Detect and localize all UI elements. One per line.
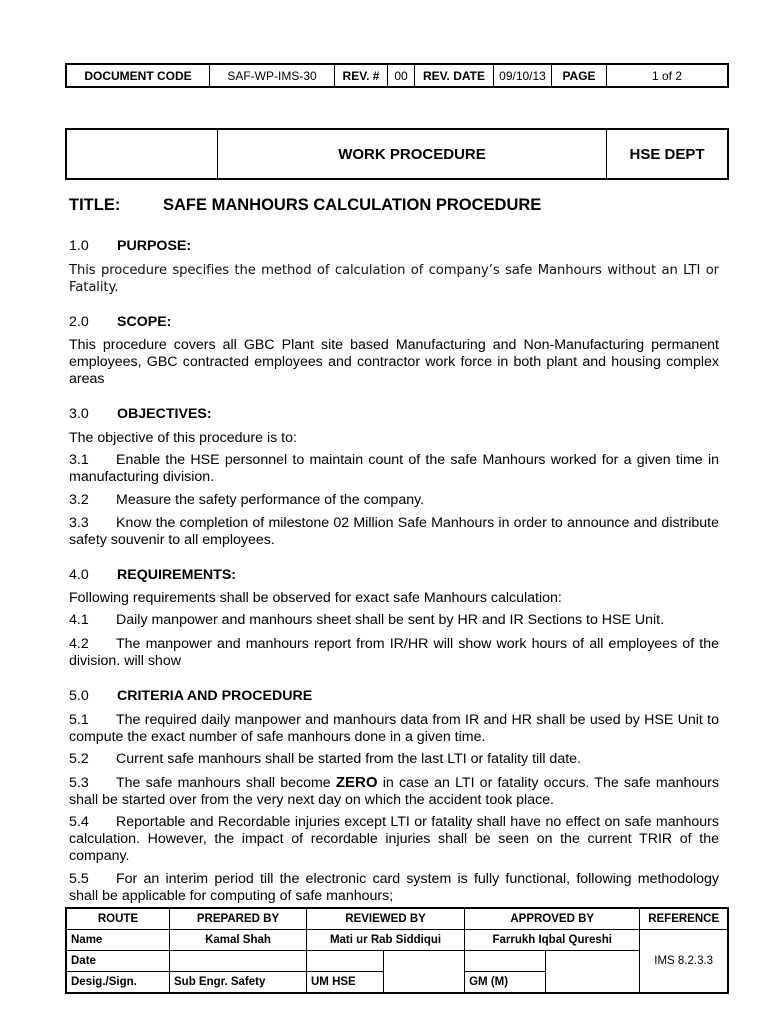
item-number: 4.2 xyxy=(69,636,89,652)
reviewed-sign xyxy=(384,951,465,994)
doc-code-label: DOCUMENT CODE xyxy=(66,64,210,87)
list-item xyxy=(69,492,719,509)
col-reference: REFERENCE xyxy=(640,908,728,930)
approval-table xyxy=(65,907,729,994)
list-item xyxy=(69,712,719,746)
item-text: Current safe manhours shall be started from the last LTI or fatality till date. xyxy=(116,751,581,767)
section-scope-heading xyxy=(69,314,171,330)
doc-code-value: SAF-WP-IMS-30 xyxy=(210,64,335,87)
rev-date-value: 09/10/13 xyxy=(494,64,552,87)
item-text: in case an LTI or fatality occurs. The safe manhours shall be started over from the very next day on which the accident took place. xyxy=(69,775,719,808)
item-number: 5.4 xyxy=(69,814,89,830)
list-item xyxy=(69,871,719,905)
work-procedure-label: WORK PROCEDURE xyxy=(218,129,607,179)
list-item xyxy=(69,751,719,768)
item-number: 3.1 xyxy=(69,452,89,468)
row-date-label: Date xyxy=(66,951,170,972)
prepared-desig: Sub Engr. Safety xyxy=(170,972,307,994)
section-number: 1.0 xyxy=(69,238,89,254)
section-heading: OBJECTIVES: xyxy=(117,406,212,422)
item-number: 4.1 xyxy=(69,612,89,628)
section-requirements-heading xyxy=(69,567,236,583)
section-criteria-heading xyxy=(69,688,312,704)
title-label: TITLE: xyxy=(69,196,121,214)
list-item xyxy=(69,814,719,865)
row-name-label: Name xyxy=(66,930,170,951)
approved-date xyxy=(465,951,546,972)
zero-emphasis: ZERO xyxy=(335,774,378,791)
section-heading: SCOPE: xyxy=(117,314,172,330)
scope-text: This procedure covers all GBC Plant site based Manufacturing and Non-Manufacturing permanent employees, GBC contracted employees and contractor work force in both plant and housing complex areas xyxy=(69,337,719,387)
document-title xyxy=(69,196,542,215)
item-text: The required daily manpower and manhours data from IR and HR shall be used by HSE Unit to compute the exact number of safe manhours done in a given time. xyxy=(69,712,719,745)
approved-desig: GM (M) xyxy=(465,972,546,994)
section-number: 5.0 xyxy=(69,688,89,704)
item-text: Reportable and Recordable injuries except LTI or fatality shall have no effect on safe manhours calculation. However, the impact of recordable injuries shall be seen on the current TRIR of the company. xyxy=(69,814,719,864)
requirements-intro: Following requirements shall be observed for exact safe Manhours calculation: xyxy=(69,590,562,606)
title-value: SAFE MANHOURS CALCULATION PROCEDURE xyxy=(163,196,542,214)
reviewed-name: Mati ur Rab Siddiqui xyxy=(307,930,465,951)
prepared-date xyxy=(170,951,307,972)
page-label: PAGE xyxy=(552,64,607,87)
item-text: Measure the safety performance of the company. xyxy=(116,492,425,508)
section-heading: CRITERIA AND PROCEDURE xyxy=(117,688,313,704)
prepared-name: Kamal Shah xyxy=(170,930,307,951)
page-value: 1 of 2 xyxy=(607,64,729,87)
section-number: 4.0 xyxy=(69,567,89,583)
list-item xyxy=(69,774,719,809)
approved-name: Farrukh Iqbal Qureshi xyxy=(465,930,640,951)
objectives-intro: The objective of this procedure is to: xyxy=(69,430,297,446)
reference-value: IMS 8.2.3.3 xyxy=(640,930,728,994)
item-number: 3.3 xyxy=(69,515,89,531)
item-text: For an interim period till the electronic card system is fully functional, following methodology shall be applicable for computing of safe manhours; xyxy=(69,871,719,904)
item-text: Know the completion of milestone 02 Million Safe Manhours in order to announce and distribute safety souvenir to all employees. xyxy=(69,515,719,548)
item-text: The safe manhours shall become xyxy=(116,775,331,791)
rev-date-label: REV. DATE xyxy=(415,64,494,87)
section-number: 3.0 xyxy=(69,406,89,422)
list-item xyxy=(69,636,719,670)
rev-value: 00 xyxy=(388,64,415,87)
reviewed-date xyxy=(307,951,384,972)
section-number: 2.0 xyxy=(69,314,89,330)
procedure-banner xyxy=(65,128,729,180)
item-number: 5.5 xyxy=(69,871,89,887)
col-route: ROUTE xyxy=(66,908,170,930)
col-prepared: PREPARED BY xyxy=(170,908,307,930)
list-item xyxy=(69,612,719,629)
col-approved: APPROVED BY xyxy=(465,908,640,930)
list-item xyxy=(69,452,719,486)
item-text: Daily manpower and manhours sheet shall be sent by HR and IR Sections to HSE Unit. xyxy=(116,612,665,628)
approved-sign xyxy=(546,951,640,994)
section-heading: REQUIREMENTS: xyxy=(117,567,237,583)
item-text: The manpower and manhours report from IR/HR will show work hours of all employees of the division. will show xyxy=(69,636,719,669)
item-number: 3.2 xyxy=(69,492,89,508)
item-text: Enable the HSE personnel to maintain count of the safe Manhours worked for a given time in manufacturing division. xyxy=(69,452,719,485)
item-number: 5.2 xyxy=(69,751,89,767)
section-heading: PURPOSE: xyxy=(117,238,192,254)
row-desig-label: Desig./Sign. xyxy=(66,972,170,994)
logo-cell xyxy=(66,129,218,179)
item-number: 5.3 xyxy=(69,775,89,791)
section-purpose-heading xyxy=(69,238,191,254)
rev-label: REV. # xyxy=(335,64,388,87)
dept-label: HSE DEPT xyxy=(607,129,729,179)
item-number: 5.1 xyxy=(69,712,89,728)
reviewed-desig: UM HSE xyxy=(307,972,384,994)
purpose-text: This procedure specifies the method of calculation of company’s safe Manhours without an LTI or Fatality. xyxy=(69,263,719,295)
document-header-table xyxy=(65,63,729,88)
list-item xyxy=(69,515,719,549)
col-reviewed: REVIEWED BY xyxy=(307,908,465,930)
section-objectives-heading xyxy=(69,406,212,422)
